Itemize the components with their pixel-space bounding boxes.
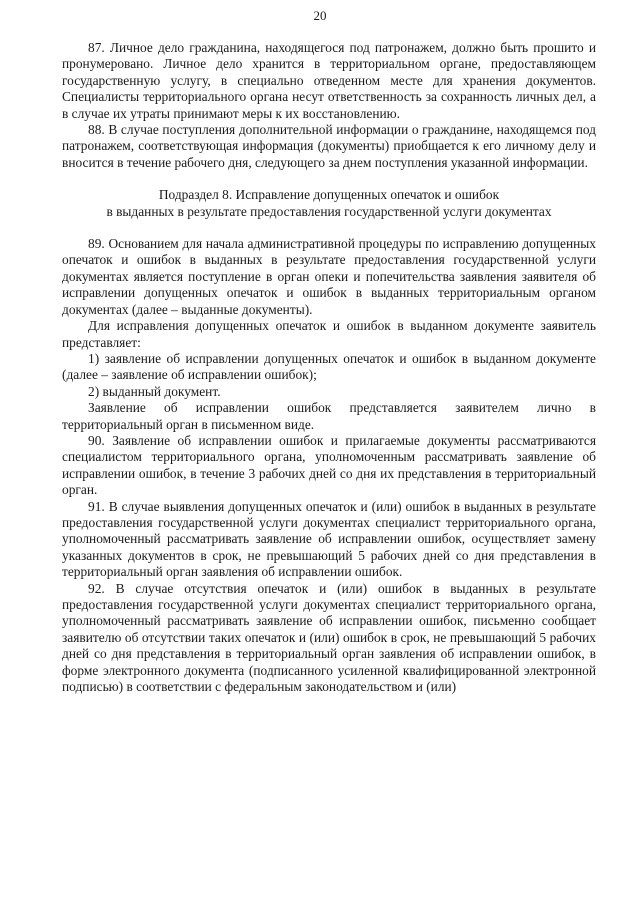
list-item-2: 2) выданный документ. [88, 383, 221, 399]
paragraph-submission-form: Заявление об исправлении ошибок представляется заявителем лично в территориальный орган в письменном виде. [62, 400, 596, 432]
paragraph-92: 92. В случае отсутствия опечаток и (или) ошибок в выданных в результате предоставления государственной услуги документах специалист территориального органа, уполномоченный рассматривать заявление об исправлении ошибок, письменно сообщает заявителю об отсутствии таких опечаток и (или) ошибок в срок, не превышающий 5 рабочих дней со дня представления в территориальный орган заявления об исправлении ошибок, в форме электронного документа (подписанного усиленной квалифицированной электронной подписью) в соответствии с федеральным законодательством и (или) [62, 580, 596, 695]
list-item-1: 1) заявление об исправлении допущенных опечаток и ошибок в выданном документе (далее – заявление об исправлении ошибок); [62, 350, 596, 383]
paragraph-87: 87. Личное дело гражданина, находящегося под патронажем, должно быть прошито и пронумеровано. Личное дело хранится в территориальном органе, предоставляющем государственную услугу, в специально отведенном месте для хранения документов. Специалисты территориального органа несут ответственность за сохранность личных дел, а в случае их утраты принимают меры к их восстановлению. [62, 40, 596, 121]
subsection-heading-line-1: Подраздел 8. Исправление допущенных опечаток и ошибок [158, 187, 500, 203]
paragraph-89: 89. Основанием для начала административной процедуры по исправлению допущенных опечаток и ошибок в выданных в результате предоставления государственной услуги документах является поступление в орган опеки и попечительства заявления заявителя об исправлении допущенных опечаток и ошибок в выданных территориальным органом документах (далее – выданные документы). [62, 236, 596, 317]
paragraph-90: 90. Заявление об исправлении ошибок и прилагаемые документы рассматриваются специалистом территориального органа, уполномоченным рассматривать заявление об исправлении ошибок, в течение 3 рабочих дней со дня их представления в территориальный орган. [62, 432, 596, 498]
subsection-heading-line-2: в выданных в результате предоставления государственной услуги документах [106, 203, 552, 219]
page-number: 20 [313, 8, 327, 23]
paragraph-91: 91. В случае выявления допущенных опечаток и (или) ошибок в выданных в результате предоставления государственной услуги документах специалист территориального органа, уполномоченный рассматривать заявление об исправлении ошибок, осуществляет замену указанных документов в срок, не превышающий 5 рабочих дней со дня представления в территориальный орган заявления об исправлении ошибок. [62, 498, 596, 580]
paragraph-88: 88. В случае поступления дополнительной информации о гражданине, находящемся под патронажем, соответствующая информация (документы) приобщается к его личному делу и вносится в течение рабочего дня, следующего за днем поступления указанной информации. [62, 122, 596, 170]
document-body [62, 40, 596, 695]
subsection-heading [62, 187, 596, 220]
paragraph-applicant-submits: Для исправления допущенных опечаток и ошибок в выданном документе заявитель представляет: [62, 318, 596, 350]
